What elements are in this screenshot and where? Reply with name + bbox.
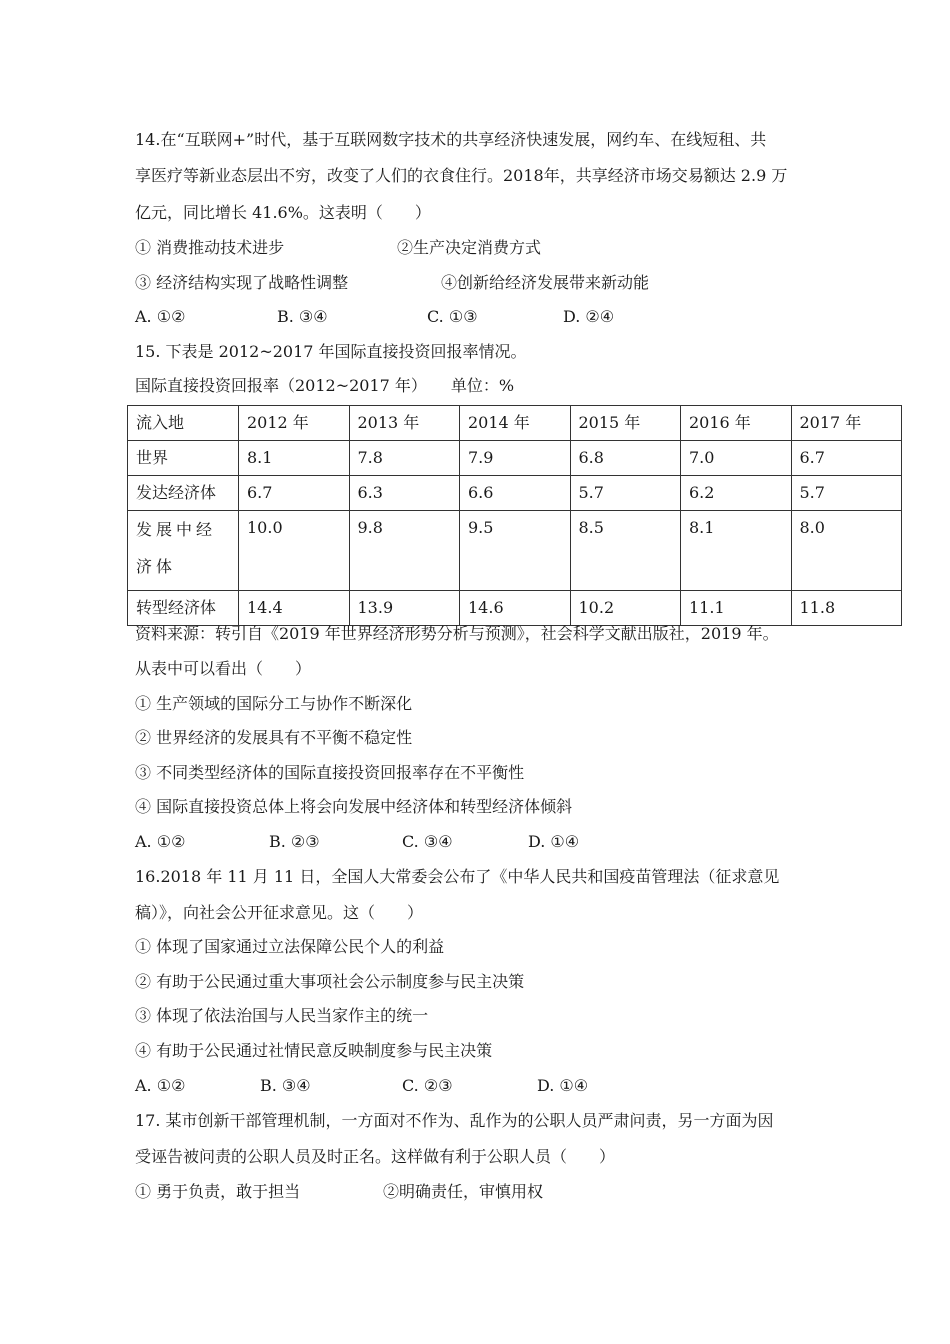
table-cell: 世界: [128, 441, 239, 476]
q14-stem-line-3: 亿元，同比增长 41.6%。这表明（ ）: [135, 203, 431, 222]
q16-statement-1: ① 体现了国家通过立法保障公民个人的利益: [135, 937, 445, 956]
q16-option-c: C. ②③: [402, 1076, 453, 1095]
q15-option-d: D. ①④: [528, 832, 580, 851]
q15-statement-1: ① 生产领域的国际分工与协作不断深化: [135, 694, 413, 713]
q14-option-a: A. ①②: [135, 307, 186, 326]
table-cell: 14.6: [460, 591, 571, 626]
q16-stem-line-1: 16.2018 年 11 月 11 日，全国人大常委会公布了《中华人民共和国疫苗管理法（征求意见: [135, 867, 780, 886]
q15-statement-3: ③ 不同类型经济体的国际直接投资回报率存在不平衡性: [135, 763, 525, 782]
q16-option-a: A. ①②: [135, 1076, 186, 1095]
q14-option-d: D. ②④: [563, 307, 615, 326]
q16-statement-2: ② 有助于公民通过重大事项社会公示制度参与民主决策: [135, 972, 525, 991]
table-cell: 14.4: [239, 591, 350, 626]
table-cell: 11.8: [791, 591, 902, 626]
table-header-cell: 2016 年: [681, 406, 792, 441]
q16-statement-3: ③ 体现了依法治国与人民当家作主的统一: [135, 1006, 429, 1025]
q14-option-b: B. ③④: [277, 307, 328, 326]
q15-option-b: B. ②③: [269, 832, 320, 851]
q15-table-caption: 国际直接投资回报率（2012~2017 年） 单位：%: [135, 376, 515, 395]
q16-stem-line-2: 稿）》，向社会公开征求意见。这（ ）: [135, 903, 424, 922]
table-cell: 6.2: [681, 476, 792, 511]
table-header-cell: 2014 年: [460, 406, 571, 441]
table-cell: 13.9: [349, 591, 460, 626]
table-cell: 11.1: [681, 591, 792, 626]
q15-statement-4: ④ 国际直接投资总体上将会向发展中经济体和转型经济体倾斜: [135, 797, 573, 816]
q16-statement-4: ④ 有助于公民通过社情民意反映制度参与民主决策: [135, 1041, 493, 1060]
table-cell: 8.5: [570, 511, 681, 591]
q14-statement-2: ②生产决定消费方式: [397, 238, 542, 257]
table-cell: 7.0: [681, 441, 792, 476]
q14-statement-1: ① 消费推动技术进步: [135, 238, 285, 257]
table-cell: 8.1: [239, 441, 350, 476]
table-cell: 5.7: [570, 476, 681, 511]
q14-statement-3: ③ 经济结构实现了战略性调整: [135, 273, 349, 292]
table-cell: 9.8: [349, 511, 460, 591]
table-cell: 10.2: [570, 591, 681, 626]
q17-statement-2: ②明确责任，审慎用权: [383, 1182, 544, 1201]
table-row: [128, 441, 902, 476]
table-header-cell: 2012 年: [239, 406, 350, 441]
table-header-cell: 2017 年: [791, 406, 902, 441]
table-row: [128, 511, 902, 591]
q17-stem-line-1: 17. 某市创新干部管理机制，一方面对不作为、乱作为的公职人员严肃问责，另一方面为因: [135, 1111, 774, 1130]
table-cell: 9.5: [460, 511, 571, 591]
q17-stem-line-2: 受诬告被问责的公职人员及时正名。这样做有利于公职人员（ ）: [135, 1147, 616, 1166]
q17-statement-1: ① 勇于负责，敢于担当: [135, 1182, 301, 1201]
q15-option-c: C. ③④: [402, 832, 453, 851]
q14-statement-4: ④创新给经济发展带来新动能: [441, 273, 650, 292]
table-cell: 6.8: [570, 441, 681, 476]
table-cell: 8.0: [791, 511, 902, 591]
table-cell: 转型经济体: [128, 591, 239, 626]
q16-option-d: D. ①④: [537, 1076, 589, 1095]
q14-stem-line-2: 享医疗等新业态层出不穷，改变了人们的衣食住行。2018年，共享经济市场交易额达 2.9 万: [135, 166, 788, 185]
table-cell: 5.7: [791, 476, 902, 511]
table-row: [128, 476, 902, 511]
table-row: [128, 591, 902, 626]
q14-option-c: C. ①③: [427, 307, 478, 326]
q15-source-note: 资料来源：转引自《2019 年世界经济形势分析与预测》，社会科学文献出版社，2019 年。: [135, 624, 779, 643]
q15-option-a: A. ①②: [135, 832, 186, 851]
table-header-cell: 流入地: [128, 406, 239, 441]
table-header-cell: 2013 年: [349, 406, 460, 441]
q16-option-b: B. ③④: [260, 1076, 311, 1095]
table-cell: 6.3: [349, 476, 460, 511]
investment-return-table: [127, 405, 902, 626]
q14-stem-line-1: 14.在“互联网+”时代，基于互联网数字技术的共享经济快速发展，网约车、在线短租、共: [135, 130, 767, 149]
table-cell: 7.8: [349, 441, 460, 476]
table-header-cell: 2015 年: [570, 406, 681, 441]
table-cell: 发展中经济体: [128, 511, 239, 591]
q15-intro: 15. 下表是 2012~2017 年国际直接投资回报率情况。: [135, 342, 527, 361]
table-cell: 6.7: [791, 441, 902, 476]
table-cell: 7.9: [460, 441, 571, 476]
q15-statement-2: ② 世界经济的发展具有不平衡不稳定性: [135, 728, 413, 747]
table-cell: 10.0: [239, 511, 350, 591]
table-cell: 发达经济体: [128, 476, 239, 511]
table-header-row: [128, 406, 902, 441]
table-cell: 8.1: [681, 511, 792, 591]
q15-stem: 从表中可以看出（ ）: [135, 659, 312, 678]
table-cell: 6.6: [460, 476, 571, 511]
table-cell: 6.7: [239, 476, 350, 511]
